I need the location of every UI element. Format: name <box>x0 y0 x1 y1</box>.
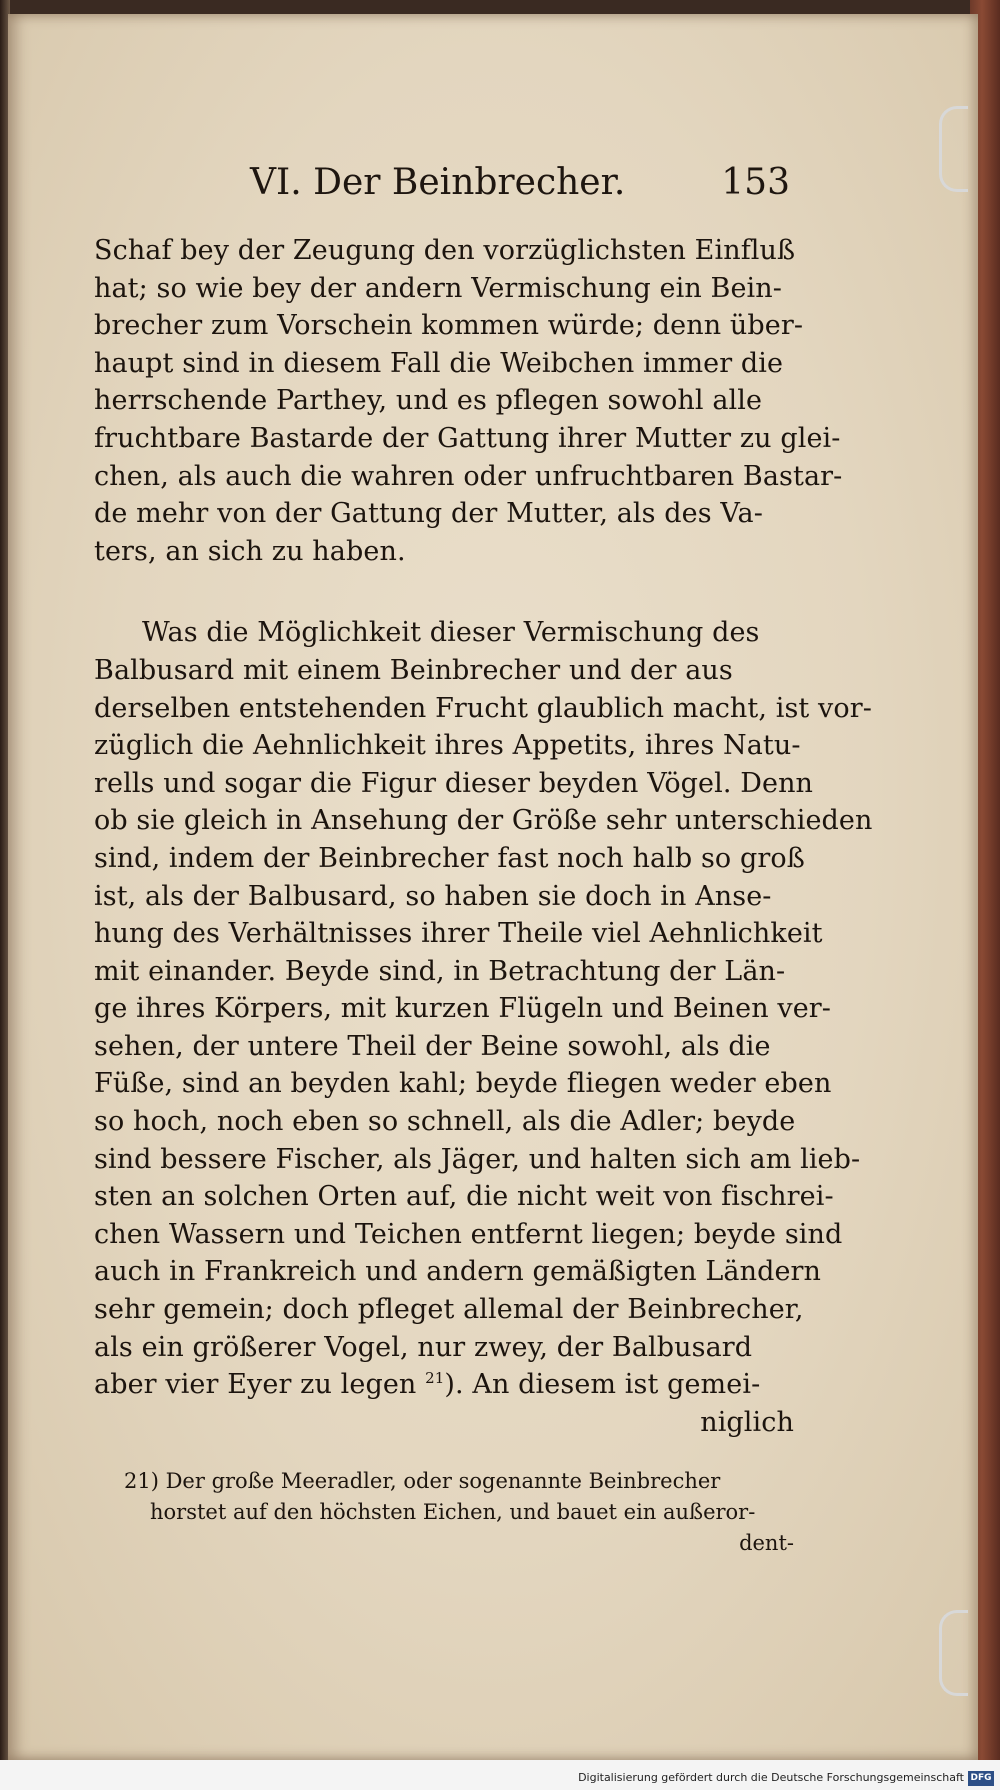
page-number: 153 <box>721 162 790 203</box>
page-clip-top <box>939 106 968 192</box>
chapter-title: VI. Der Beinbrecher. <box>250 162 626 203</box>
text-line: rells und sogar die Figur dieser beyden Vögel. Denn <box>94 767 814 799</box>
text-line: Füße, sind an beyden kahl; beyde fliegen weder eben <box>94 1068 832 1100</box>
paragraph-2 <box>94 614 873 1441</box>
paragraph-gap <box>94 570 794 614</box>
text-line: herrschende Parthey, und es pflegen sowohl alle <box>94 385 763 417</box>
text-line: sind bessere Fischer, als Jäger, und halten sich am lieb- <box>94 1143 861 1175</box>
footnote-line: 21) Der große Meeradler, oder sogenannte Beinbrecher <box>124 1469 721 1493</box>
text-line: sehen, der untere Theil der Beine sowohl, als die <box>94 1030 771 1062</box>
text-line: Schaf bey der Zeugung den vorzüglichsten Einfluß <box>94 235 796 266</box>
text-line: derselben entstehenden Frucht glaublich macht, ist vor- <box>94 692 872 724</box>
dfg-logo-icon: DFG <box>968 1771 994 1786</box>
footnote-reference[interactable]: 21 <box>425 1369 445 1388</box>
text-line-with-footnote-ref <box>94 1366 794 1404</box>
paragraph-1 <box>94 232 843 570</box>
text-line: haupt sind in diesem Fall die Weibchen immer die <box>94 347 784 379</box>
text-line: hung des Verhältnisses ihrer Theile viel Aehnlichkeit <box>94 918 823 950</box>
footnote-line: horstet auf den höchsten Eichen, und bauet ein außeror- <box>150 1500 756 1524</box>
text-line: ist, als der Balbusard, so haben sie doch in Anse- <box>94 880 772 912</box>
text-fragment: ). An diesem ist gemei- <box>444 1369 761 1401</box>
footnote-line: dent- <box>739 1531 794 1555</box>
text-line: fruchtbare Bastarde der Gattung ihrer Mutter zu glei- <box>94 422 841 454</box>
text-line: auch in Frankreich und andern gemäßigten Ländern <box>94 1256 822 1288</box>
text-line: sehr gemein; doch pfleget allemal der Beinbrecher, <box>94 1294 804 1326</box>
text-line: ters, an sich zu haben. <box>94 535 406 567</box>
text-line: chen, als auch die wahren oder unfruchtbaren Bastar- <box>94 460 843 492</box>
text-line: chen Wassern und Teichen entfernt liegen; beyde sind <box>94 1218 843 1250</box>
running-header <box>250 162 790 212</box>
digitization-footer <box>0 1760 1000 1790</box>
text-line: sten an solchen Orten auf, die nicht weit von fischrei- <box>94 1181 834 1213</box>
page-clip-bottom <box>939 1610 968 1696</box>
text-fragment: aber vier Eyer zu legen <box>94 1369 426 1401</box>
text-line: so hoch, noch eben so schnell, als die Adler; beyde <box>94 1106 796 1138</box>
text-line: brecher zum Vorschein kommen würde; denn über- <box>94 310 804 342</box>
text-line: ge ihres Körpers, mit kurzen Flügeln und Beinen ver- <box>94 993 832 1025</box>
text-line: sind, indem der Beinbrecher fast noch halb so groß <box>94 842 805 874</box>
text-line: als ein größerer Vogel, nur zwey, der Balbusard <box>94 1331 753 1363</box>
footnote <box>124 1466 794 1559</box>
text-line: Was die Möglichkeit dieser Vermischung des <box>142 617 760 649</box>
body-text <box>94 232 873 1441</box>
funding-credit: Digitalisierung gefördert durch die Deutsche Forschungsgemeinschaft <box>578 1771 964 1784</box>
text-line: ob sie gleich in Ansehung der Größe sehr unterschieden <box>94 805 873 837</box>
catchword: niglich <box>700 1406 794 1438</box>
text-line: züglich die Aehnlichkeit ihres Appetits, ihres Natu- <box>94 730 801 762</box>
text-line: hat; so wie bey der andern Vermischung ein Bein- <box>94 272 782 304</box>
text-line: mit einander. Beyde sind, in Betrachtung der Län- <box>94 955 786 987</box>
text-line: de mehr von der Gattung der Mutter, als des Va- <box>94 498 763 530</box>
text-line: Balbusard mit einem Beinbrecher und der aus <box>94 654 733 686</box>
